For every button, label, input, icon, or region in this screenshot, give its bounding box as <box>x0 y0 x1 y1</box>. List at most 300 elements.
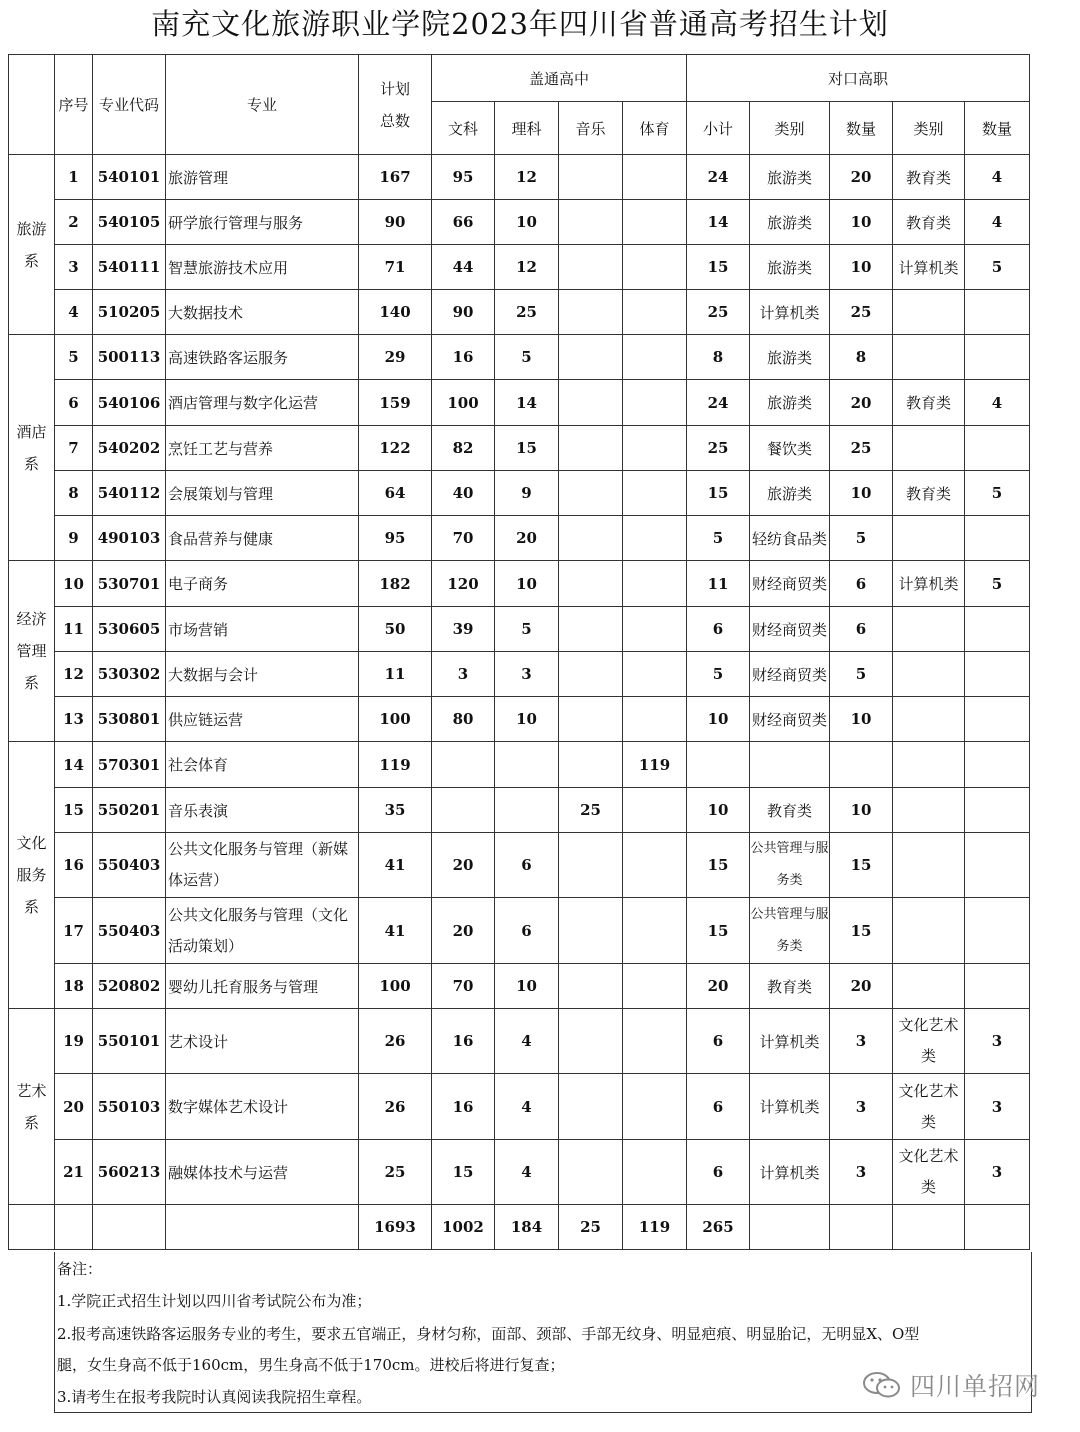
cell-category1: 教育类 <box>750 788 830 833</box>
cell-major: 电子商务 <box>166 561 359 607</box>
cell-like: 10 <box>495 697 559 742</box>
cell-code: 520802 <box>93 964 166 1009</box>
dept-name-line: 艺术 <box>16 1081 47 1100</box>
cell-category1: 计算机类 <box>750 1009 830 1074</box>
cell-subtotal: 24 <box>687 155 750 200</box>
cell-category2 <box>893 426 965 471</box>
cell-category2 <box>893 788 965 833</box>
cell-music <box>559 697 623 742</box>
dept-name-line: 经济 <box>16 610 47 628</box>
cell-count1: 10 <box>830 200 893 245</box>
cell-major: 公共文化服务与管理（文化活动策划） <box>166 898 359 964</box>
cell-count1: 3 <box>830 1074 893 1140</box>
cell-total: 182 <box>359 561 432 607</box>
table-row <box>9 426 1030 471</box>
cell-major: 大数据技术 <box>166 290 359 335</box>
cell-count1: 25 <box>830 426 893 471</box>
cell-category1: 旅游类 <box>750 471 830 516</box>
header-vocational-group: 对口高职 <box>687 55 1030 102</box>
cell-major: 研学旅行管理与服务 <box>166 200 359 245</box>
cell-seq: 15 <box>55 788 93 833</box>
cell-seq: 18 <box>55 964 93 1009</box>
cell-wenke: 100 <box>432 380 495 426</box>
cell-count1: 6 <box>830 561 893 607</box>
table-row <box>9 1074 1030 1140</box>
cell-count2: 3 <box>965 1074 1030 1140</box>
header-category2: 类别 <box>893 102 965 155</box>
header-music: 音乐 <box>559 102 623 155</box>
cell-like: 5 <box>495 335 559 380</box>
cell-count1: 10 <box>830 245 893 290</box>
cell-total: 25 <box>359 1140 432 1205</box>
cell-like: 6 <box>495 898 559 964</box>
cell-category2: 文化艺术类 <box>893 1140 965 1205</box>
cell-major: 婴幼儿托育服务与管理 <box>166 964 359 1009</box>
cell-major: 公共文化服务与管理（新媒体运营） <box>166 833 359 898</box>
totals-blank <box>893 1205 965 1250</box>
notes-heading: 备注： <box>57 1260 103 1278</box>
cell-category1: 财经商贸类 <box>750 607 830 652</box>
dept-cell <box>9 155 55 335</box>
cell-count1: 20 <box>830 380 893 426</box>
cell-category2: 计算机类 <box>893 561 965 607</box>
cell-count2 <box>965 516 1030 561</box>
cell-category1: 旅游类 <box>750 380 830 426</box>
cell-sports <box>623 697 687 742</box>
cell-category1 <box>750 742 830 788</box>
header-count2: 数量 <box>965 102 1030 155</box>
cell-like: 4 <box>495 1074 559 1140</box>
cell-subtotal: 24 <box>687 380 750 426</box>
cell-count2 <box>965 607 1030 652</box>
totals-blank <box>166 1205 359 1250</box>
cell-code: 530701 <box>93 561 166 607</box>
cell-like: 12 <box>495 155 559 200</box>
dept-name-line: 系 <box>23 251 39 270</box>
cell-major: 社会体育 <box>166 742 359 788</box>
cell-count1: 10 <box>830 697 893 742</box>
total-sports: 119 <box>623 1205 687 1250</box>
header-major: 专业 <box>166 55 359 155</box>
cell-count2: 3 <box>965 1009 1030 1074</box>
cell-sports <box>623 964 687 1009</box>
cell-count2 <box>965 426 1030 471</box>
cell-category1: 公共管理与服务类 <box>750 833 830 898</box>
cell-subtotal: 5 <box>687 516 750 561</box>
table-row <box>9 155 1030 200</box>
cell-subtotal: 5 <box>687 652 750 697</box>
cell-sports <box>623 898 687 964</box>
cell-seq: 17 <box>55 898 93 964</box>
table-row <box>9 742 1030 788</box>
cell-category2: 教育类 <box>893 155 965 200</box>
cell-count2 <box>965 652 1030 697</box>
cell-seq: 21 <box>55 1140 93 1205</box>
cell-wenke: 66 <box>432 200 495 245</box>
cell-code: 540111 <box>93 245 166 290</box>
dept-name-line: 酒店 <box>16 422 47 441</box>
cell-category2 <box>893 516 965 561</box>
cell-music <box>559 516 623 561</box>
header-wenke: 文科 <box>432 102 495 155</box>
cell-sports <box>623 561 687 607</box>
cell-count1: 15 <box>830 898 893 964</box>
cell-category2 <box>893 742 965 788</box>
table-row <box>9 1140 1030 1205</box>
cell-music <box>559 1009 623 1074</box>
cell-subtotal: 6 <box>687 1009 750 1074</box>
cell-seq: 5 <box>55 335 93 380</box>
cell-music <box>559 200 623 245</box>
cell-music <box>559 380 623 426</box>
cell-count2: 3 <box>965 1140 1030 1205</box>
cell-category1: 计算机类 <box>750 1140 830 1205</box>
cell-count1: 3 <box>830 1009 893 1074</box>
cell-seq: 11 <box>55 607 93 652</box>
cell-category2: 教育类 <box>893 471 965 516</box>
cell-code: 530605 <box>93 607 166 652</box>
cell-code: 530302 <box>93 652 166 697</box>
cell-count2: 4 <box>965 200 1030 245</box>
cell-like: 10 <box>495 964 559 1009</box>
cell-wenke: 15 <box>432 1140 495 1205</box>
cell-major: 酒店管理与数字化运营 <box>166 380 359 426</box>
cell-code: 540105 <box>93 200 166 245</box>
cell-count2: 5 <box>965 561 1030 607</box>
cell-seq: 14 <box>55 742 93 788</box>
cell-major: 食品营养与健康 <box>166 516 359 561</box>
cell-music <box>559 607 623 652</box>
cell-subtotal: 6 <box>687 607 750 652</box>
cell-count2 <box>965 788 1030 833</box>
cell-music <box>559 1140 623 1205</box>
header-like: 理科 <box>495 102 559 155</box>
cell-music <box>559 335 623 380</box>
cell-category2 <box>893 697 965 742</box>
cell-category2 <box>893 335 965 380</box>
cell-count1: 10 <box>830 788 893 833</box>
cell-major: 音乐表演 <box>166 788 359 833</box>
table-row <box>9 964 1030 1009</box>
cell-wenke: 95 <box>432 155 495 200</box>
totals-blank <box>9 1205 55 1250</box>
cell-code: 500113 <box>93 335 166 380</box>
cell-like: 12 <box>495 245 559 290</box>
cell-code: 530801 <box>93 697 166 742</box>
cell-like: 4 <box>495 1140 559 1205</box>
dept-name-line: 管理 <box>16 642 47 660</box>
table-row <box>9 245 1030 290</box>
cell-subtotal: 6 <box>687 1074 750 1140</box>
cell-category2 <box>893 898 965 964</box>
cell-wenke: 16 <box>432 335 495 380</box>
watermark <box>862 1368 1040 1402</box>
cell-count1: 25 <box>830 290 893 335</box>
cell-sports <box>623 1009 687 1074</box>
cell-category1: 计算机类 <box>750 1074 830 1140</box>
dept-name-line: 系 <box>23 674 39 692</box>
cell-subtotal: 15 <box>687 471 750 516</box>
cell-music <box>559 833 623 898</box>
cell-seq: 20 <box>55 1074 93 1140</box>
table-row <box>9 788 1030 833</box>
cell-wenke: 70 <box>432 964 495 1009</box>
header-category1: 类别 <box>750 102 830 155</box>
notes-line-2b: 腿，女生身高不低于160cm，男生身高不低于170cm。进校后将进行复查； <box>57 1356 565 1374</box>
cell-music <box>559 898 623 964</box>
cell-total: 159 <box>359 380 432 426</box>
cell-count2 <box>965 833 1030 898</box>
cell-like: 9 <box>495 471 559 516</box>
cell-category2: 教育类 <box>893 200 965 245</box>
cell-seq: 10 <box>55 561 93 607</box>
cell-wenke: 44 <box>432 245 495 290</box>
cell-subtotal: 25 <box>687 290 750 335</box>
cell-seq: 1 <box>55 155 93 200</box>
cell-code: 550103 <box>93 1074 166 1140</box>
table-row <box>9 898 1030 964</box>
cell-sports <box>623 335 687 380</box>
dept-name-line: 系 <box>23 1113 39 1132</box>
cell-total: 41 <box>359 898 432 964</box>
cell-wenke: 3 <box>432 652 495 697</box>
cell-category2 <box>893 607 965 652</box>
cell-total: 50 <box>359 607 432 652</box>
cell-subtotal: 15 <box>687 898 750 964</box>
table-row <box>9 471 1030 516</box>
cell-category1: 旅游类 <box>750 245 830 290</box>
cell-seq: 4 <box>55 290 93 335</box>
total-subtotal: 265 <box>687 1205 750 1250</box>
cell-like: 20 <box>495 516 559 561</box>
cell-like <box>495 788 559 833</box>
dept-name-line: 服务 <box>16 866 47 884</box>
header-dept-blank <box>9 55 55 155</box>
header-count1: 数量 <box>830 102 893 155</box>
table-row <box>9 1009 1030 1074</box>
cell-wenke: 39 <box>432 607 495 652</box>
cell-music <box>559 652 623 697</box>
cell-code: 540202 <box>93 426 166 471</box>
dept-name-line: 系 <box>23 454 39 473</box>
cell-total: 11 <box>359 652 432 697</box>
cell-category2 <box>893 290 965 335</box>
cell-major: 旅游管理 <box>166 155 359 200</box>
cell-total: 100 <box>359 964 432 1009</box>
cell-subtotal: 15 <box>687 245 750 290</box>
cell-wenke: 80 <box>432 697 495 742</box>
cell-total: 95 <box>359 516 432 561</box>
cell-category1: 轻纺食品类 <box>750 516 830 561</box>
cell-count2: 5 <box>965 471 1030 516</box>
cell-sports <box>623 290 687 335</box>
cell-code: 490103 <box>93 516 166 561</box>
table-row <box>9 380 1030 426</box>
cell-code: 540106 <box>93 380 166 426</box>
cell-code: 550403 <box>93 833 166 898</box>
cell-category1: 旅游类 <box>750 200 830 245</box>
totals-blank <box>750 1205 830 1250</box>
cell-total: 29 <box>359 335 432 380</box>
cell-like: 25 <box>495 290 559 335</box>
cell-subtotal: 10 <box>687 697 750 742</box>
totals-row <box>9 1205 1030 1250</box>
total-wenke: 1002 <box>432 1205 495 1250</box>
cell-subtotal <box>687 742 750 788</box>
cell-code: 540101 <box>93 155 166 200</box>
cell-sports <box>623 652 687 697</box>
cell-count1: 15 <box>830 833 893 898</box>
cell-major: 高速铁路客运服务 <box>166 335 359 380</box>
page-title: 南充文化旅游职业学院2023年四川省普通高考招生计划 <box>151 7 889 41</box>
table-row <box>9 652 1030 697</box>
table-row <box>9 335 1030 380</box>
cell-seq: 13 <box>55 697 93 742</box>
dept-cell <box>9 335 55 561</box>
cell-total: 167 <box>359 155 432 200</box>
cell-sports <box>623 426 687 471</box>
cell-total: 64 <box>359 471 432 516</box>
cell-wenke: 16 <box>432 1074 495 1140</box>
enrollment-plan-table <box>8 54 1030 1250</box>
dept-name-line: 旅游 <box>16 219 47 238</box>
cell-like: 3 <box>495 652 559 697</box>
cell-count2: 4 <box>965 155 1030 200</box>
wechat-icon <box>862 1370 902 1400</box>
totals-blank <box>55 1205 93 1250</box>
cell-wenke: 70 <box>432 516 495 561</box>
dept-cell <box>9 561 55 742</box>
cell-music <box>559 561 623 607</box>
cell-music <box>559 290 623 335</box>
cell-music <box>559 155 623 200</box>
cell-seq: 6 <box>55 380 93 426</box>
cell-seq: 3 <box>55 245 93 290</box>
cell-subtotal: 11 <box>687 561 750 607</box>
cell-code: 550101 <box>93 1009 166 1074</box>
cell-major: 供应链运营 <box>166 697 359 742</box>
cell-music <box>559 471 623 516</box>
cell-category2 <box>893 833 965 898</box>
cell-sports <box>623 833 687 898</box>
cell-code: 550403 <box>93 898 166 964</box>
watermark-text: 四川单招网 <box>910 1372 1041 1401</box>
cell-category2: 教育类 <box>893 380 965 426</box>
total-like: 184 <box>495 1205 559 1250</box>
cell-wenke <box>432 788 495 833</box>
table-row <box>9 697 1030 742</box>
cell-sports <box>623 1074 687 1140</box>
cell-seq: 9 <box>55 516 93 561</box>
header-code: 专业代码 <box>93 55 166 155</box>
cell-like: 14 <box>495 380 559 426</box>
header-general-group: 盖通高中 <box>432 55 687 102</box>
cell-count2 <box>965 697 1030 742</box>
dept-name-line: 文化 <box>16 834 47 852</box>
cell-count1: 20 <box>830 155 893 200</box>
table-row <box>9 833 1030 898</box>
totals-blank <box>965 1205 1030 1250</box>
cell-major: 烹饪工艺与营养 <box>166 426 359 471</box>
cell-wenke: 82 <box>432 426 495 471</box>
cell-count2: 4 <box>965 380 1030 426</box>
table-row <box>9 200 1030 245</box>
notes-line-2a: 2.报考高速铁路客运服务专业的考生，要求五官端正，身材匀称，面部、颈部、手部无纹身、明显疤痕、明显胎记，无明显X、O型 <box>57 1325 920 1343</box>
cell-wenke: 20 <box>432 898 495 964</box>
cell-count2 <box>965 898 1030 964</box>
header-seq: 序号 <box>55 55 93 155</box>
notes-line-1: 1.学院正式招生计划以四川省考试院公布为准； <box>57 1292 372 1310</box>
totals-blank <box>830 1205 893 1250</box>
cell-count2 <box>965 964 1030 1009</box>
cell-count1: 3 <box>830 1140 893 1205</box>
cell-major: 会展策划与管理 <box>166 471 359 516</box>
cell-subtotal: 8 <box>687 335 750 380</box>
cell-seq: 8 <box>55 471 93 516</box>
cell-sports <box>623 155 687 200</box>
cell-category2: 文化艺术类 <box>893 1074 965 1140</box>
cell-category1: 财经商贸类 <box>750 652 830 697</box>
cell-seq: 7 <box>55 426 93 471</box>
cell-subtotal: 14 <box>687 200 750 245</box>
cell-music <box>559 426 623 471</box>
cell-music <box>559 964 623 1009</box>
cell-wenke: 20 <box>432 833 495 898</box>
cell-sports <box>623 516 687 561</box>
cell-category2: 计算机类 <box>893 245 965 290</box>
cell-category1: 旅游类 <box>750 335 830 380</box>
cell-like: 15 <box>495 426 559 471</box>
cell-major: 智慧旅游技术应用 <box>166 245 359 290</box>
cell-subtotal: 15 <box>687 833 750 898</box>
cell-wenke <box>432 742 495 788</box>
cell-category1: 教育类 <box>750 964 830 1009</box>
cell-sports <box>623 471 687 516</box>
cell-category2 <box>893 964 965 1009</box>
cell-count1: 5 <box>830 652 893 697</box>
cell-like: 4 <box>495 1009 559 1074</box>
cell-major: 大数据与会计 <box>166 652 359 697</box>
cell-category2: 文化艺术类 <box>893 1009 965 1074</box>
cell-count2: 5 <box>965 245 1030 290</box>
table-row <box>9 561 1030 607</box>
header-sports: 体育 <box>623 102 687 155</box>
table-row <box>9 516 1030 561</box>
cell-category1: 旅游类 <box>750 155 830 200</box>
cell-total: 90 <box>359 200 432 245</box>
cell-seq: 16 <box>55 833 93 898</box>
cell-total: 41 <box>359 833 432 898</box>
table-row <box>9 290 1030 335</box>
cell-major: 融媒体技术与运营 <box>166 1140 359 1205</box>
cell-subtotal: 20 <box>687 964 750 1009</box>
cell-music <box>559 245 623 290</box>
cell-music <box>559 1074 623 1140</box>
cell-category1: 公共管理与服务类 <box>750 898 830 964</box>
cell-like <box>495 742 559 788</box>
cell-sports: 119 <box>623 742 687 788</box>
table-row <box>9 607 1030 652</box>
cell-category1: 财经商贸类 <box>750 561 830 607</box>
cell-total: 140 <box>359 290 432 335</box>
total-plan: 1693 <box>359 1205 432 1250</box>
cell-like: 5 <box>495 607 559 652</box>
cell-count2 <box>965 742 1030 788</box>
cell-seq: 12 <box>55 652 93 697</box>
cell-seq: 19 <box>55 1009 93 1074</box>
cell-category1: 财经商贸类 <box>750 697 830 742</box>
cell-total: 26 <box>359 1074 432 1140</box>
